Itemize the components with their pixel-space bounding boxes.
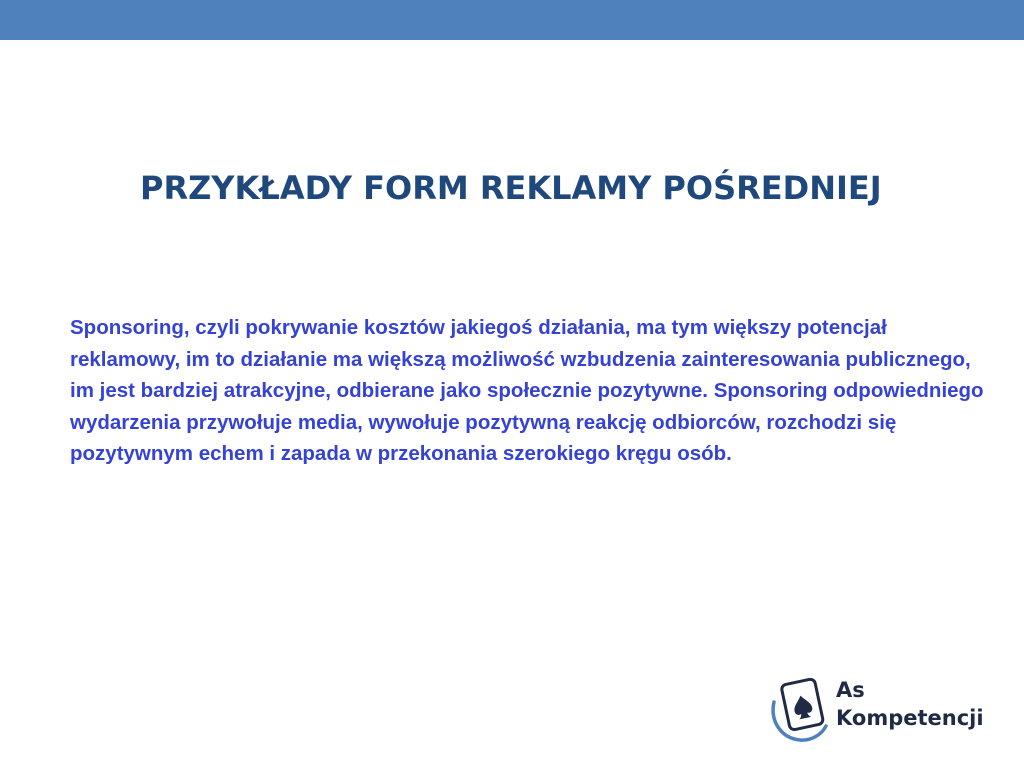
slide-title: PRZYKŁADY FORM REKLAMY POŚREDNIEJ [140,169,882,207]
logo [768,672,998,744]
logo-text [836,676,984,732]
spade-card-icon [768,672,832,744]
logo-line-1: As [836,678,865,702]
slide-body-text: Sponsoring, czyli pokrywanie kosztów jakiegoś działania, ma tym większy potencjał reklamowy, im to działanie ma większą możliwość wzbudzenia zainteresowania publicznego, im jest bardziej atrakcyjne, odbierane jako społecznie pozytywne. Sponsoring odpowiedniego wydarzenia przywołuje media, wywołuje pozytywną reakcję odbiorców, rozchodzi się pozytywnym echem i zapada w przekonania szerokiego kręgu osób. [70,316,984,465]
logo-line-2: Kompetencji [836,706,984,730]
top-accent-bar [0,0,1024,40]
